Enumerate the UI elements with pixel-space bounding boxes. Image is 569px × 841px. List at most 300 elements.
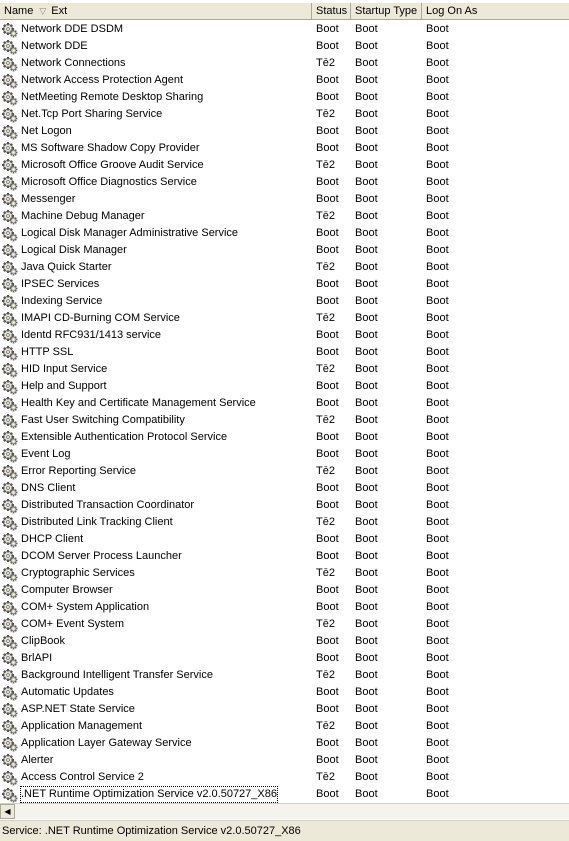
service-name: Help and Support [21, 380, 107, 392]
service-startup-type: Boot [355, 261, 378, 273]
service-name-cell[interactable] [0, 344, 312, 361]
gear-service-icon [2, 566, 18, 582]
service-name: Messenger [21, 193, 76, 205]
service-name: Event Log [21, 448, 71, 460]
service-log-on-as: Boot [426, 278, 449, 290]
service-log-on-as: Boot [426, 686, 449, 698]
service-name-cell[interactable] [0, 718, 312, 735]
service-log-on-as: Boot [426, 108, 449, 120]
service-name: Error Reporting Service [21, 465, 136, 477]
service-name-cell[interactable] [0, 616, 312, 633]
service-name: Network DDE DSDM [21, 23, 124, 35]
service-name-cell[interactable] [0, 446, 312, 463]
gear-service-icon [2, 617, 18, 633]
service-status: Tē2 [316, 261, 335, 273]
service-startup-type: Boot [355, 91, 378, 103]
table-row[interactable] [0, 786, 569, 803]
table-row[interactable] [0, 565, 569, 582]
service-startup-type: Boot [355, 312, 378, 324]
service-name-cell[interactable] [0, 55, 312, 72]
service-name: Net.Tcp Port Sharing Service [21, 108, 163, 120]
service-name-cell[interactable] [0, 327, 312, 344]
service-startup-type: Boot [355, 686, 378, 698]
gear-service-icon [2, 464, 18, 480]
service-startup-type: Boot [355, 244, 378, 256]
service-log-on-as: Boot [426, 125, 449, 137]
service-log-on-as: Boot [426, 601, 449, 613]
gear-service-icon [2, 515, 18, 531]
table-row[interactable] [0, 55, 569, 72]
service-name-cell[interactable] [0, 650, 312, 667]
gear-service-icon [2, 56, 18, 72]
service-name-cell[interactable] [0, 786, 312, 803]
table-row[interactable] [0, 208, 569, 225]
service-status: Boot [316, 788, 339, 800]
service-name-cell[interactable] [0, 769, 312, 786]
service-name-cell[interactable] [0, 378, 312, 395]
service-log-on-as: Boot [426, 57, 449, 69]
service-name-cell[interactable] [0, 412, 312, 429]
service-startup-type: Boot [355, 125, 378, 137]
service-status: Boot [316, 23, 339, 35]
service-startup-type: Boot [355, 23, 378, 35]
service-status: Tē2 [316, 210, 335, 222]
service-name-cell[interactable] [0, 157, 312, 174]
service-log-on-as: Boot [426, 703, 449, 715]
service-name-cell[interactable] [0, 667, 312, 684]
gear-service-icon [2, 685, 18, 701]
table-row[interactable] [0, 599, 569, 616]
service-name: IMAPI CD-Burning COM Service [21, 312, 180, 324]
service-status: Tē2 [316, 159, 335, 171]
service-name-cell[interactable] [0, 310, 312, 327]
table-row[interactable] [0, 242, 569, 259]
service-status: Tē2 [316, 414, 335, 426]
service-name-cell[interactable] [0, 480, 312, 497]
table-row[interactable] [0, 38, 569, 55]
table-row[interactable] [0, 701, 569, 718]
column-header-log-on-as[interactable]: Log On As [426, 5, 478, 17]
service-name: Microsoft Office Diagnostics Service [21, 176, 197, 188]
column-header-name[interactable] [0, 3, 312, 20]
service-status: Boot [316, 278, 339, 290]
service-name: COM+ Event System [21, 618, 125, 630]
service-name: DHCP Client [21, 533, 84, 545]
service-log-on-as: Boot [426, 465, 449, 477]
gear-service-icon [2, 719, 18, 735]
service-log-on-as: Boot [426, 244, 449, 256]
service-log-on-as: Boot [426, 737, 449, 749]
table-row[interactable] [0, 174, 569, 191]
table-row[interactable] [0, 497, 569, 514]
service-startup-type: Boot [355, 482, 378, 494]
table-row[interactable] [0, 310, 569, 327]
service-startup-type: Boot [355, 278, 378, 290]
service-log-on-as: Boot [426, 652, 449, 664]
service-status: Boot [316, 125, 339, 137]
table-row[interactable] [0, 684, 569, 701]
service-startup-type: Boot [355, 533, 378, 545]
services-list [0, 21, 569, 803]
service-startup-type: Boot [355, 363, 378, 375]
service-status: Boot [316, 601, 339, 613]
gear-service-icon [2, 107, 18, 123]
gear-service-icon [2, 702, 18, 718]
service-log-on-as: Boot [426, 771, 449, 783]
service-name: ASP.NET State Service [21, 703, 135, 715]
service-status: Boot [316, 754, 339, 766]
service-status: Tē2 [316, 771, 335, 783]
table-row[interactable] [0, 633, 569, 650]
service-log-on-as: Boot [426, 176, 449, 188]
gear-service-icon [2, 226, 18, 242]
table-row[interactable] [0, 157, 569, 174]
gear-service-icon [2, 277, 18, 293]
gear-service-icon [2, 22, 18, 38]
service-startup-type: Boot [355, 601, 378, 613]
table-row[interactable] [0, 480, 569, 497]
service-name: Access Control Service 2 [21, 771, 144, 783]
table-row[interactable] [0, 548, 569, 565]
gear-service-icon [2, 651, 18, 667]
service-name-cell[interactable] [0, 463, 312, 480]
service-startup-type: Boot [355, 210, 378, 222]
table-row[interactable] [0, 327, 569, 344]
gear-service-icon [2, 498, 18, 514]
status-bar-text: Service: .NET Runtime Optimization Service v2.0.50727_X86 [2, 825, 301, 837]
table-row[interactable] [0, 140, 569, 157]
service-log-on-as: Boot [426, 261, 449, 273]
table-row[interactable] [0, 718, 569, 735]
service-status: Tē2 [316, 57, 335, 69]
service-log-on-as: Boot [426, 414, 449, 426]
gear-service-icon [2, 549, 18, 565]
service-name: NetMeeting Remote Desktop Sharing [21, 91, 204, 103]
service-name-cell[interactable] [0, 361, 312, 378]
service-status: Boot [316, 74, 339, 86]
service-name-cell[interactable] [0, 140, 312, 157]
table-row[interactable] [0, 752, 569, 769]
table-row[interactable] [0, 89, 569, 106]
gear-service-icon [2, 379, 18, 395]
gear-service-icon [2, 753, 18, 769]
service-status: Boot [316, 244, 339, 256]
service-name-cell[interactable] [0, 701, 312, 718]
table-row[interactable] [0, 667, 569, 684]
table-row[interactable] [0, 531, 569, 548]
table-row[interactable] [0, 650, 569, 667]
service-log-on-as: Boot [426, 346, 449, 358]
service-status: Boot [316, 550, 339, 562]
gear-service-icon [2, 481, 18, 497]
service-name: Identd RFC931/1413 service [21, 329, 162, 341]
service-startup-type: Boot [355, 57, 378, 69]
service-name-cell[interactable] [0, 242, 312, 259]
service-name-cell[interactable] [0, 531, 312, 548]
gear-service-icon [2, 260, 18, 276]
service-status: Tē2 [316, 618, 335, 630]
service-name: MS Software Shadow Copy Provider [21, 142, 200, 154]
service-startup-type: Boot [355, 584, 378, 596]
service-name: HTTP SSL [21, 346, 74, 358]
gear-service-icon [2, 175, 18, 191]
table-row[interactable] [0, 21, 569, 38]
gear-service-icon [2, 362, 18, 378]
service-name: Indexing Service [21, 295, 103, 307]
service-log-on-as: Boot [426, 584, 449, 596]
service-name-cell[interactable] [0, 89, 312, 106]
table-row[interactable] [0, 463, 569, 480]
service-name-cell[interactable] [0, 72, 312, 89]
service-status: Boot [316, 346, 339, 358]
service-name: Java Quick Starter [21, 261, 112, 273]
gear-service-icon [2, 736, 18, 752]
service-startup-type: Boot [355, 159, 378, 171]
service-name-cell[interactable] [0, 497, 312, 514]
gear-service-icon [2, 328, 18, 344]
service-log-on-as: Boot [426, 312, 449, 324]
gear-service-icon [2, 532, 18, 548]
service-name-cell[interactable] [0, 429, 312, 446]
service-startup-type: Boot [355, 74, 378, 86]
gear-service-icon [2, 430, 18, 446]
table-row[interactable] [0, 344, 569, 361]
table-row[interactable] [0, 293, 569, 310]
service-log-on-as: Boot [426, 227, 449, 239]
service-log-on-as: Boot [426, 533, 449, 545]
service-status: Tē2 [316, 465, 335, 477]
service-name-cell[interactable] [0, 293, 312, 310]
service-status: Boot [316, 397, 339, 409]
service-name-cell[interactable] [0, 38, 312, 55]
service-log-on-as: Boot [426, 669, 449, 681]
service-name-cell[interactable] [0, 208, 312, 225]
column-header-ext-label: Ext [51, 5, 68, 17]
table-row[interactable] [0, 106, 569, 123]
service-name-cell[interactable] [0, 599, 312, 616]
service-startup-type: Boot [355, 703, 378, 715]
gear-service-icon [2, 192, 18, 208]
service-status: Tē2 [316, 363, 335, 375]
service-status: Boot [316, 703, 339, 715]
service-name: Background Intelligent Transfer Service [21, 669, 213, 681]
service-name: Automatic Updates [21, 686, 114, 698]
service-status: Boot [316, 380, 339, 392]
service-name: DCOM Server Process Launcher [21, 550, 182, 562]
table-row[interactable] [0, 191, 569, 208]
service-log-on-as: Boot [426, 567, 449, 579]
service-log-on-as: Boot [426, 363, 449, 375]
table-row[interactable] [0, 735, 569, 752]
service-status: Tē2 [316, 108, 335, 120]
gear-service-icon [2, 634, 18, 650]
table-row[interactable] [0, 582, 569, 599]
column-header [0, 3, 569, 20]
table-row[interactable] [0, 514, 569, 531]
service-status: Boot [316, 91, 339, 103]
gear-service-icon [2, 39, 18, 55]
service-name-cell[interactable] [0, 548, 312, 565]
service-startup-type: Boot [355, 516, 378, 528]
service-log-on-as: Boot [426, 397, 449, 409]
service-name: BrlAPI [21, 652, 53, 664]
service-startup-type: Boot [355, 380, 378, 392]
service-log-on-as: Boot [426, 754, 449, 766]
service-log-on-as: Boot [426, 618, 449, 630]
service-name-cell[interactable] [0, 174, 312, 191]
service-log-on-as: Boot [426, 499, 449, 511]
service-log-on-as: Boot [426, 23, 449, 35]
service-startup-type: Boot [355, 652, 378, 664]
service-startup-type: Boot [355, 295, 378, 307]
service-startup-type: Boot [355, 754, 378, 766]
scroll-left-arrow-icon[interactable]: ◀ [0, 804, 15, 819]
service-name-cell[interactable] [0, 684, 312, 701]
service-name-cell[interactable] [0, 106, 312, 123]
service-startup-type: Boot [355, 788, 378, 800]
service-startup-type: Boot [355, 720, 378, 732]
sort-down-arrow-icon: ▽ [39, 6, 47, 16]
service-name: Network DDE [21, 40, 88, 52]
service-name-cell[interactable] [0, 191, 312, 208]
service-name-cell[interactable] [0, 735, 312, 752]
service-name-cell[interactable] [0, 514, 312, 531]
gear-service-icon [2, 124, 18, 140]
gear-service-icon [2, 209, 18, 225]
service-name: Network Connections [21, 57, 126, 69]
service-name: Logical Disk Manager [21, 244, 127, 256]
gear-service-icon [2, 600, 18, 616]
service-log-on-as: Boot [426, 788, 449, 800]
service-name: IPSEC Services [21, 278, 100, 290]
gear-service-icon [2, 294, 18, 310]
gear-service-icon [2, 583, 18, 599]
service-name: Application Layer Gateway Service [21, 737, 192, 749]
service-name: Machine Debug Manager [21, 210, 145, 222]
table-row[interactable] [0, 361, 569, 378]
service-startup-type: Boot [355, 142, 378, 154]
service-startup-type: Boot [355, 329, 378, 341]
service-name: Network Access Protection Agent [21, 74, 184, 86]
service-log-on-as: Boot [426, 482, 449, 494]
service-name: Microsoft Office Groove Audit Service [21, 159, 204, 171]
service-status: Tē2 [316, 516, 335, 528]
service-startup-type: Boot [355, 40, 378, 52]
service-status: Tē2 [316, 312, 335, 324]
service-log-on-as: Boot [426, 295, 449, 307]
service-name: Application Management [21, 720, 143, 732]
service-startup-type: Boot [355, 567, 378, 579]
service-name: Computer Browser [21, 584, 113, 596]
gear-service-icon [2, 396, 18, 412]
gear-service-icon [2, 158, 18, 174]
gear-service-icon [2, 311, 18, 327]
service-status: Boot [316, 635, 339, 647]
service-log-on-as: Boot [426, 550, 449, 562]
service-startup-type: Boot [355, 499, 378, 511]
column-header-status[interactable]: Status [312, 3, 351, 20]
service-startup-type: Boot [355, 737, 378, 749]
service-startup-type: Boot [355, 448, 378, 460]
gear-service-icon [2, 668, 18, 684]
table-row[interactable] [0, 446, 569, 463]
service-name-cell[interactable] [0, 565, 312, 582]
service-name-cell[interactable] [0, 259, 312, 276]
service-status: Boot [316, 142, 339, 154]
service-name-cell[interactable] [0, 395, 312, 412]
table-row[interactable] [0, 72, 569, 89]
service-status: Boot [316, 193, 339, 205]
table-row[interactable] [0, 769, 569, 786]
service-name: HID Input Service [21, 363, 108, 375]
status-bar [0, 820, 569, 841]
column-header-name-label: Name [4, 5, 34, 17]
table-row[interactable] [0, 378, 569, 395]
gear-service-icon [2, 90, 18, 106]
service-status: Boot [316, 448, 339, 460]
table-row[interactable] [0, 225, 569, 242]
service-startup-type: Boot [355, 771, 378, 783]
service-name: Extensible Authentication Protocol Service [21, 431, 228, 443]
service-log-on-as: Boot [426, 380, 449, 392]
service-name-cell[interactable] [0, 582, 312, 599]
service-status: Boot [316, 431, 339, 443]
table-row[interactable] [0, 276, 569, 293]
service-name-cell[interactable] [0, 752, 312, 769]
service-name: COM+ System Application [21, 601, 150, 613]
service-log-on-as: Boot [426, 720, 449, 732]
table-row[interactable] [0, 259, 569, 276]
table-row[interactable] [0, 412, 569, 429]
service-startup-type: Boot [355, 669, 378, 681]
table-row[interactable] [0, 429, 569, 446]
column-header-startup-type[interactable]: Startup Type [351, 3, 422, 20]
service-name-cell[interactable] [0, 21, 312, 38]
service-name: ClipBook [21, 635, 66, 647]
service-log-on-as: Boot [426, 142, 449, 154]
service-status: Boot [316, 652, 339, 664]
service-startup-type: Boot [355, 414, 378, 426]
service-name: Alerter [21, 754, 54, 766]
service-status: Boot [316, 176, 339, 188]
service-startup-type: Boot [355, 431, 378, 443]
service-log-on-as: Boot [426, 74, 449, 86]
service-status: Boot [316, 686, 339, 698]
service-log-on-as: Boot [426, 431, 449, 443]
service-status: Boot [316, 227, 339, 239]
service-name: Distributed Transaction Coordinator [21, 499, 195, 511]
service-startup-type: Boot [355, 193, 378, 205]
table-row[interactable] [0, 616, 569, 633]
service-name-cell[interactable] [0, 633, 312, 650]
gear-service-icon [2, 787, 18, 803]
service-log-on-as: Boot [426, 329, 449, 341]
service-name: Logical Disk Manager Administrative Service [21, 227, 239, 239]
table-row[interactable] [0, 123, 569, 140]
table-row[interactable] [0, 395, 569, 412]
service-name-cell[interactable] [0, 276, 312, 293]
horizontal-scrollbar[interactable] [0, 803, 569, 819]
service-name-cell[interactable] [0, 225, 312, 242]
service-name: Cryptographic Services [21, 567, 135, 579]
service-log-on-as: Boot [426, 91, 449, 103]
service-log-on-as: Boot [426, 448, 449, 460]
service-startup-type: Boot [355, 550, 378, 562]
service-log-on-as: Boot [426, 159, 449, 171]
service-name-cell[interactable] [0, 123, 312, 140]
service-log-on-as: Boot [426, 193, 449, 205]
service-name: Fast User Switching Compatibility [21, 414, 185, 426]
